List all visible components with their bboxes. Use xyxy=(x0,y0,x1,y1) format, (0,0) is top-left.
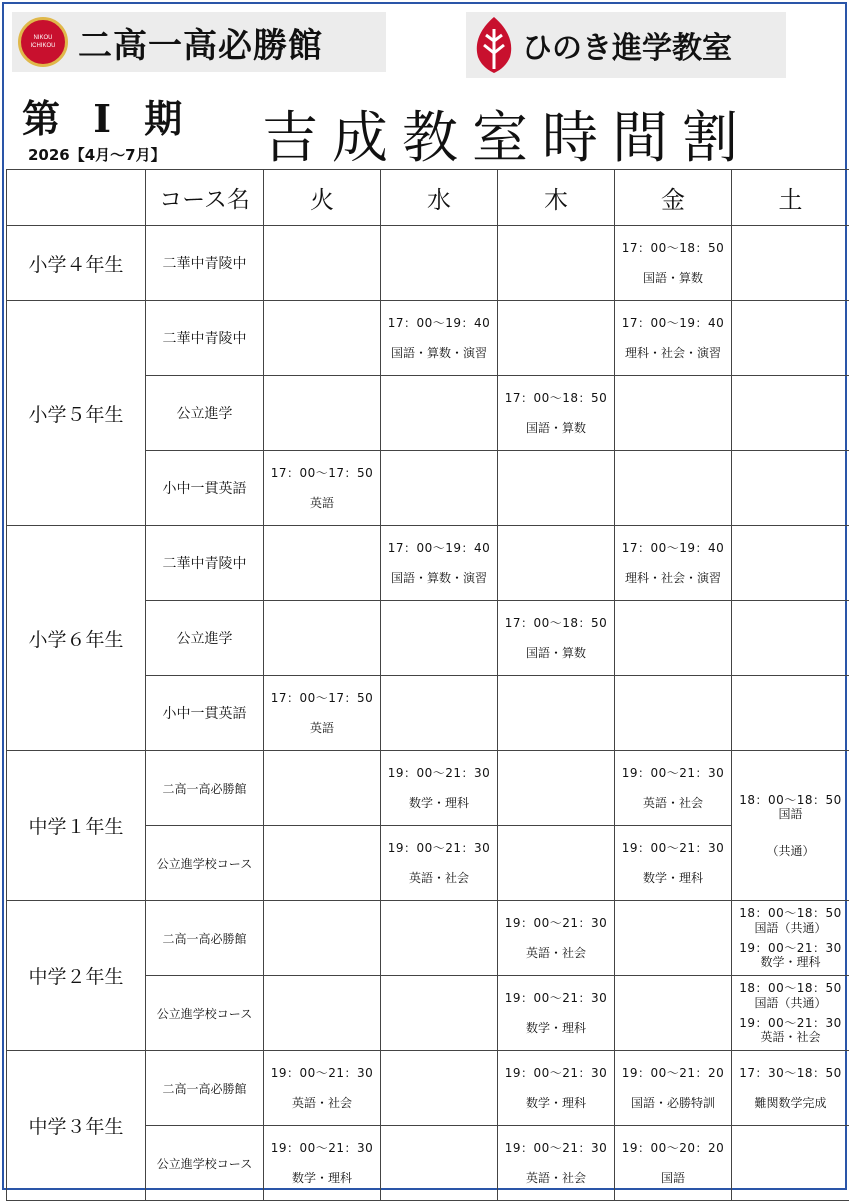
class-slot xyxy=(381,526,498,601)
slot-subjects: 数学・理科 xyxy=(498,1096,614,1110)
slot-subjects: 英語・社会 xyxy=(498,946,614,960)
timetable xyxy=(6,169,849,1201)
period-label: 2026【4月～7月】 xyxy=(28,144,166,165)
course-cell: 小中一貫英語 xyxy=(146,451,264,526)
slot-time: 17：00～19：40 xyxy=(381,541,497,555)
course-cell: 二高一高必勝館 xyxy=(146,751,264,826)
class-slot xyxy=(264,676,381,751)
table-row xyxy=(7,301,849,376)
empty-cell xyxy=(732,1126,849,1201)
class-slot xyxy=(498,976,615,1051)
class-slot xyxy=(264,1051,381,1126)
emblem-line-2: ICHIKOU xyxy=(30,42,55,50)
slot-subjects: 理科・社会・演習 xyxy=(615,346,731,360)
slot-note: （共通） xyxy=(732,844,849,858)
slot-time: 19：00～21：30 xyxy=(498,916,614,930)
slot-subjects: 数学・理科 xyxy=(615,871,731,885)
empty-cell xyxy=(264,826,381,901)
slot-time: 19：00～21：30 xyxy=(498,991,614,1005)
slot-time: 18：00～18：50 xyxy=(732,906,849,920)
class-slot xyxy=(498,376,615,451)
course-cell: 小中一貫英語 xyxy=(146,676,264,751)
slot-time: 19：00～21：30 xyxy=(381,841,497,855)
slot-subjects: 国語・算数・演習 xyxy=(381,346,497,360)
empty-cell xyxy=(498,451,615,526)
slot-subjects: 英語・社会 xyxy=(381,871,497,885)
empty-cell xyxy=(615,901,732,976)
slot-time: 17：00～18：50 xyxy=(615,241,731,255)
day-header-wed: 水 xyxy=(381,170,498,226)
empty-cell xyxy=(381,976,498,1051)
school-logo-text: 二高一高必勝館 xyxy=(78,18,323,67)
empty-cell xyxy=(381,676,498,751)
timetable-page xyxy=(2,2,847,1190)
slot-time: 19：00～21：30 xyxy=(264,1141,380,1155)
course-cell: 二華中青陵中 xyxy=(146,301,264,376)
slot-subjects: 数学・理科 xyxy=(264,1171,380,1185)
empty-cell xyxy=(264,376,381,451)
class-slot xyxy=(264,451,381,526)
empty-cell xyxy=(615,976,732,1051)
empty-cell xyxy=(498,526,615,601)
table-row xyxy=(7,226,849,301)
course-cell: 公立進学校コース xyxy=(146,1126,264,1201)
grade-cell: 中学１年生 xyxy=(7,751,146,901)
class-slot xyxy=(615,226,732,301)
slot-time: 17：00～18：50 xyxy=(498,391,614,405)
grade-cell: 小学４年生 xyxy=(7,226,146,301)
slot-subjects: 国語・算数 xyxy=(498,421,614,435)
slot-time: 19：00～21：30 xyxy=(498,1066,614,1080)
slot-subjects: 数学・理科 xyxy=(381,796,497,810)
slot-time: 19：00～21：30 xyxy=(615,766,731,780)
slot-time: 19：00～21：30 xyxy=(381,766,497,780)
course-cell: 公立進学校コース xyxy=(146,826,264,901)
empty-cell xyxy=(498,751,615,826)
course-cell: 公立進学 xyxy=(146,601,264,676)
course-cell: 二華中青陵中 xyxy=(146,526,264,601)
slot-subjects: 数学・理科 xyxy=(498,1021,614,1035)
table-row xyxy=(7,526,849,601)
empty-cell xyxy=(381,901,498,976)
course-header: コース名 xyxy=(146,170,264,226)
empty-cell xyxy=(732,301,849,376)
grade-cell: 小学５年生 xyxy=(7,301,146,526)
empty-cell xyxy=(264,526,381,601)
class-slot xyxy=(381,826,498,901)
empty-cell xyxy=(498,676,615,751)
empty-cell xyxy=(381,376,498,451)
brand-logo xyxy=(466,12,786,78)
empty-cell xyxy=(615,376,732,451)
course-cell: 二高一高必勝館 xyxy=(146,901,264,976)
slot-subjects: 英語・社会 xyxy=(264,1096,380,1110)
class-slot xyxy=(615,526,732,601)
slot-subjects: 国語 xyxy=(732,807,849,821)
slot-time: 19：00～21：20 xyxy=(615,1066,731,1080)
course-cell: 二高一高必勝館 xyxy=(146,1051,264,1126)
slot-subjects: 英語・社会 xyxy=(732,1030,849,1044)
term-label: 第 Ⅰ 期 xyxy=(22,88,192,143)
table-row xyxy=(7,751,849,826)
day-header-sat: 土 xyxy=(732,170,849,226)
leaf-icon xyxy=(472,15,516,75)
slot-subjects: 英語 xyxy=(264,721,380,735)
slot-subjects: 国語・算数 xyxy=(498,646,614,660)
course-cell: 公立進学校コース xyxy=(146,976,264,1051)
grade-cell: 小学６年生 xyxy=(7,526,146,751)
slot-time: 19：00～21：30 xyxy=(732,941,849,955)
day-header-thu: 木 xyxy=(498,170,615,226)
class-slot-shared xyxy=(732,751,849,901)
empty-cell xyxy=(498,301,615,376)
empty-cell xyxy=(381,451,498,526)
slot-time: 19：00～21：30 xyxy=(264,1066,380,1080)
slot-time: 18：00～18：50 xyxy=(732,793,849,807)
slot-time: 18：00～18：50 xyxy=(732,981,849,995)
empty-cell xyxy=(732,526,849,601)
slot-subjects: 国語（共通） xyxy=(732,996,849,1010)
class-slot xyxy=(732,901,849,976)
empty-cell xyxy=(615,601,732,676)
slot-time: 19：00～21：30 xyxy=(615,841,731,855)
slot-time: 19：00～21：30 xyxy=(732,1016,849,1030)
slot-time: 19：00～20：20 xyxy=(615,1141,731,1155)
empty-cell xyxy=(264,226,381,301)
header-row xyxy=(7,170,849,226)
class-slot xyxy=(498,601,615,676)
slot-subjects: 国語・算数 xyxy=(615,271,731,285)
slot-time: 17：00～19：40 xyxy=(615,541,731,555)
slot-time: 19：00～21：30 xyxy=(498,1141,614,1155)
grade-cell: 中学３年生 xyxy=(7,1051,146,1201)
slot-time: 17：30～18：50 xyxy=(732,1066,849,1080)
course-cell: 公立進学 xyxy=(146,376,264,451)
class-slot xyxy=(498,1051,615,1126)
class-slot xyxy=(264,1126,381,1201)
slot-time: 17：00～17：50 xyxy=(264,691,380,705)
table-row xyxy=(7,901,849,976)
empty-cell xyxy=(381,1051,498,1126)
empty-cell xyxy=(732,451,849,526)
slot-subjects: 英語・社会 xyxy=(615,796,731,810)
class-slot xyxy=(615,751,732,826)
slot-time: 17：00～17：50 xyxy=(264,466,380,480)
corner-cell xyxy=(7,170,146,226)
school-emblem-icon xyxy=(18,17,68,67)
slot-time: 17：00～18：50 xyxy=(498,616,614,630)
class-slot xyxy=(732,976,849,1051)
class-slot xyxy=(615,826,732,901)
class-slot xyxy=(498,901,615,976)
brand-name: ひのき進学教室 xyxy=(522,23,732,67)
slot-subjects: 理科・社会・演習 xyxy=(615,571,731,585)
empty-cell xyxy=(732,601,849,676)
table-row xyxy=(7,1051,849,1126)
empty-cell xyxy=(732,226,849,301)
empty-cell xyxy=(615,451,732,526)
class-slot xyxy=(615,301,732,376)
empty-cell xyxy=(264,301,381,376)
empty-cell xyxy=(264,976,381,1051)
empty-cell xyxy=(498,826,615,901)
day-header-fri: 金 xyxy=(615,170,732,226)
grade-cell: 中学２年生 xyxy=(7,901,146,1051)
slot-subjects: 国語（共通） xyxy=(732,921,849,935)
slot-subjects: 国語・算数・演習 xyxy=(381,571,497,585)
slot-subjects: 国語 xyxy=(615,1171,731,1185)
empty-cell xyxy=(381,1126,498,1201)
slot-time: 17：00～19：40 xyxy=(615,316,731,330)
slot-subjects: 数学・理科 xyxy=(732,955,849,969)
empty-cell xyxy=(264,901,381,976)
empty-cell xyxy=(615,676,732,751)
empty-cell xyxy=(732,376,849,451)
class-slot xyxy=(615,1051,732,1126)
slot-subjects: 難関数学完成 xyxy=(732,1096,849,1110)
day-header-tue: 火 xyxy=(264,170,381,226)
class-slot xyxy=(498,1126,615,1201)
slot-time: 17：00～19：40 xyxy=(381,316,497,330)
empty-cell xyxy=(264,601,381,676)
empty-cell xyxy=(264,751,381,826)
class-slot xyxy=(381,301,498,376)
class-slot xyxy=(615,1126,732,1201)
school-logo xyxy=(12,12,386,72)
slot-subjects: 英語・社会 xyxy=(498,1171,614,1185)
page-title: 吉成教室時間割 xyxy=(262,94,752,174)
empty-cell xyxy=(498,226,615,301)
empty-cell xyxy=(732,676,849,751)
empty-cell xyxy=(381,226,498,301)
slot-subjects: 英語 xyxy=(264,496,380,510)
empty-cell xyxy=(381,601,498,676)
class-slot xyxy=(732,1051,849,1126)
course-cell: 二華中青陵中 xyxy=(146,226,264,301)
emblem-line-1: NIKOU xyxy=(33,34,52,42)
class-slot xyxy=(381,751,498,826)
slot-subjects: 国語・必勝特訓 xyxy=(615,1096,731,1110)
